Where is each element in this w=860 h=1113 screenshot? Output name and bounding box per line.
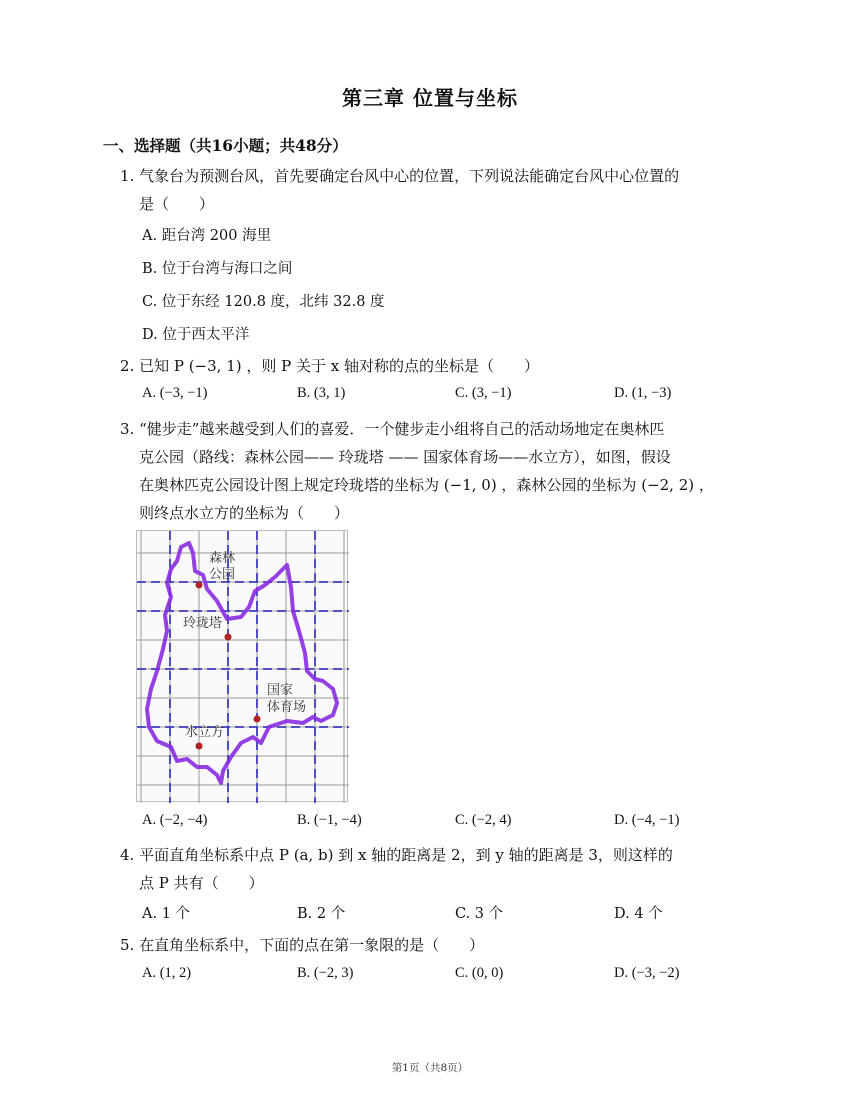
q1-stem-line-1: 1. 气象台为预测台风，首先要确定台风中心的位置，下列说法能确定台风中心位置的 xyxy=(120,167,680,185)
stadium-marker xyxy=(254,716,261,723)
q4-stem-line-1: 4. 平面直角坐标系中点 P (a, b) 到 x 轴的距离是 2，到 y 轴的距离是 3，则这样的 xyxy=(120,846,673,864)
q3-option-c[interactable]: C. (−2, 4) xyxy=(455,812,512,828)
q3-option-b[interactable]: B. (−1, −4) xyxy=(297,812,362,828)
q3-stem-line-3: 在奥林匹克公园设计图上规定玲珑塔的坐标为 (−1, 0) ，森林公园的坐标为 (−2, 2) ， xyxy=(139,476,714,494)
q5-option-d[interactable]: D. (−3, −2) xyxy=(614,965,680,981)
label-tower: 玲珑塔 xyxy=(183,616,223,631)
q1-option-c[interactable]: C. 位于东经 120.8 度，北纬 32.8 度 xyxy=(142,294,385,310)
q3-option-d[interactable]: D. (−4, −1) xyxy=(614,812,680,828)
label-stadium-line-2: 体育场 xyxy=(267,700,307,715)
section-heading: 一、选择题（共16小题；共48分） xyxy=(103,136,348,155)
q2-option-b[interactable]: B. (3, 1) xyxy=(297,385,346,401)
label-water-cube: 水立方 xyxy=(185,725,225,740)
page-title: 第三章 位置与坐标 xyxy=(342,86,518,110)
map-drawing xyxy=(137,531,349,803)
label-forest-line-2: 公园 xyxy=(209,567,236,582)
q5-option-c[interactable]: C. (0, 0) xyxy=(455,965,504,981)
q4-option-b[interactable]: B. 2 个 xyxy=(297,906,346,922)
q5-option-b[interactable]: B. (−2, 3) xyxy=(297,965,354,981)
park-boundary xyxy=(147,543,337,783)
label-stadium-line-1: 国家 xyxy=(267,683,294,698)
q1-option-a[interactable]: A. 距台湾 200 海里 xyxy=(142,228,272,244)
label-forest-line-1: 森林 xyxy=(209,551,236,566)
q4-stem-line-2: 点 P 共有（ ） xyxy=(139,874,264,892)
q4-option-a[interactable]: A. 1 个 xyxy=(142,906,191,922)
q3-stem-line-2: 克公园（路线：森林公园—— 玲珑塔 —— 国家体育场——水立方），如图，假设 xyxy=(139,448,671,466)
q2-option-c[interactable]: C. (3, −1) xyxy=(455,385,512,401)
q2-option-d[interactable]: D. (1, −3) xyxy=(614,385,672,401)
water-cube-marker xyxy=(196,743,203,750)
q3-stem-line-1: 3. “健步走”越来越受到人们的喜爱．一个健步走小组将自己的活动场地定在奥林匹 xyxy=(120,420,665,438)
q1-stem-line-2: 是（ ） xyxy=(139,195,215,213)
olympic-park-map-figure xyxy=(136,530,348,802)
forest-park-marker xyxy=(196,582,203,589)
q5-stem: 5. 在直角坐标系中，下面的点在第一象限的是（ ） xyxy=(120,936,485,954)
q4-option-c[interactable]: C. 3 个 xyxy=(455,906,504,922)
page-footer: 第1页（共8页） xyxy=(391,1062,469,1074)
q5-option-a[interactable]: A. (1, 2) xyxy=(142,965,192,981)
q3-stem-line-4: 则终点水立方的坐标为（ ） xyxy=(139,504,350,522)
q1-option-d[interactable]: D. 位于西太平洋 xyxy=(142,327,250,343)
q3-option-a[interactable]: A. (−2, −4) xyxy=(142,812,208,828)
q4-option-d[interactable]: D. 4 个 xyxy=(614,906,663,922)
q2-stem: 2. 已知 P (−3, 1) ，则 P 关于 x 轴对称的点的坐标是（ ） xyxy=(120,357,539,375)
q1-option-b[interactable]: B. 位于台湾与海口之间 xyxy=(142,261,293,277)
q2-option-a[interactable]: A. (−3, −1) xyxy=(142,385,208,401)
tower-marker xyxy=(225,634,232,641)
